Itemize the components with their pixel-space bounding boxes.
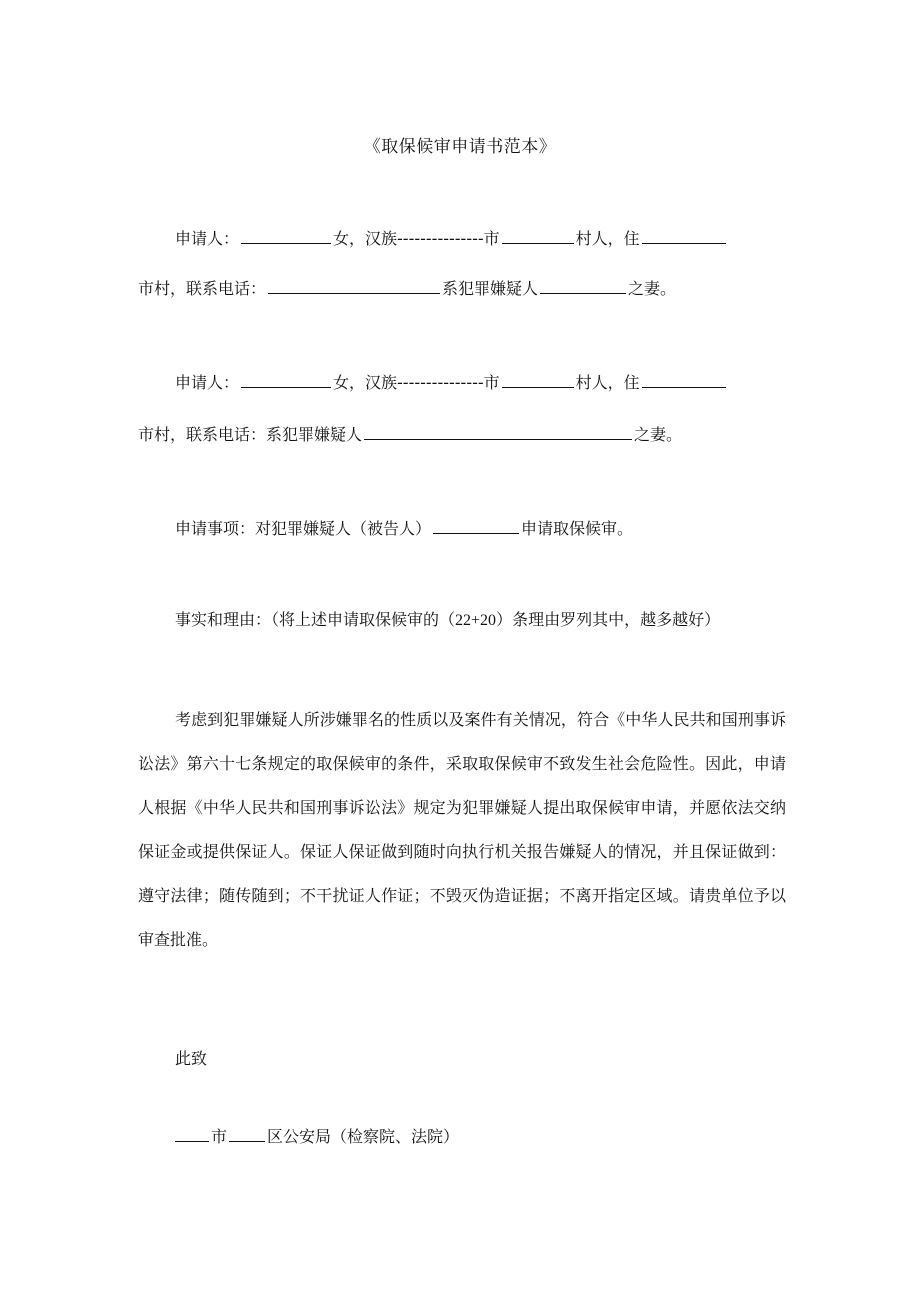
applicant-2-wife: 之妻。 <box>634 425 683 444</box>
applicant-2-village: 村人，住 <box>575 373 640 392</box>
addressee-city-blank <box>175 1124 209 1142</box>
applicant-2-dashes: --------------- <box>397 373 484 392</box>
applicant-1-city: 市 <box>483 229 500 248</box>
applicant-2-gender: 女，汉族 <box>333 373 398 392</box>
applicant-1-suspect-blank <box>540 276 626 294</box>
facts-note-end: ）条理由罗列其中，越多越好） <box>496 610 721 629</box>
applicant-1-address-blank <box>642 226 726 244</box>
applicant-2-city: 市 <box>483 373 500 392</box>
applicant-2-suspect-blank <box>364 422 632 440</box>
applicant-1-suspect-label: 系犯罪嫌疑人 <box>442 279 539 298</box>
applicant-2-label: 申请人： <box>175 373 240 392</box>
closing-line: 此致 <box>175 1049 208 1068</box>
applicant-2-address-blank <box>642 370 726 388</box>
addressee-rest: 区公安局（检察院、法院） <box>267 1127 460 1146</box>
applicant-2-line-1 <box>175 370 795 395</box>
applicant-1-gender: 女，汉族 <box>333 229 398 248</box>
facts-note-start: （将上述申请取保候审的（ <box>271 610 456 629</box>
applicant-1-line-2 <box>138 276 798 301</box>
request-suspect-blank <box>433 516 519 534</box>
applicant-2-name-blank <box>241 370 331 388</box>
applicant-2-village-blank <box>502 370 574 388</box>
request-suffix: 申请取保候审。 <box>521 519 634 538</box>
applicant-1-phone-label: 市村，联系电话： <box>138 279 267 298</box>
applicant-1-village: 村人，住 <box>575 229 640 248</box>
applicant-2-phone-label: 市村，联系电话：系犯罪嫌疑人 <box>138 425 363 444</box>
addressee-district-blank <box>229 1124 265 1142</box>
body-paragraph <box>138 698 786 962</box>
addressee-city: 市 <box>211 1127 228 1146</box>
document-title: 《取保候审申请书范本》 <box>363 137 557 157</box>
applicant-1-village-blank <box>502 226 574 244</box>
facts-label: 事实和理由： <box>175 610 272 629</box>
facts-note-number: 22+20 <box>455 612 497 629</box>
applicant-1-wife: 之妻。 <box>628 279 677 298</box>
request-line <box>175 516 795 541</box>
applicant-1-name-blank <box>241 226 331 244</box>
request-prefix: 申请事项：对犯罪嫌疑人（被告人） <box>175 519 432 538</box>
applicant-1-phone-blank <box>268 276 440 294</box>
applicant-2-line-2 <box>138 422 798 447</box>
facts-line <box>175 608 795 633</box>
addressee-line <box>175 1124 795 1149</box>
body-paragraph-text: 考虑到犯罪嫌疑人所涉嫌罪名的性质以及案件有关情况，符合《中华人民共和国刑事诉讼法》第六十七条规定的取保候审的条件，采取取保候审不致发生社会危险性。因此，申请人根据《中华人民共和国刑事诉讼法》规定为犯罪嫌疑人提出取保候审申请，并愿依法交纳保证金或提供保证人。保证人保证做到随时向执行机关报告嫌疑人的情况，并且保证做到：遵守法律；随传随到；不干扰证人作证；不毁灭伪造证据；不离开指定区域。请贵单位予以审查批准。 <box>138 710 786 949</box>
applicant-1-line-1 <box>175 226 795 251</box>
applicant-1-dashes: --------------- <box>397 229 484 248</box>
applicant-1-label: 申请人： <box>175 229 240 248</box>
